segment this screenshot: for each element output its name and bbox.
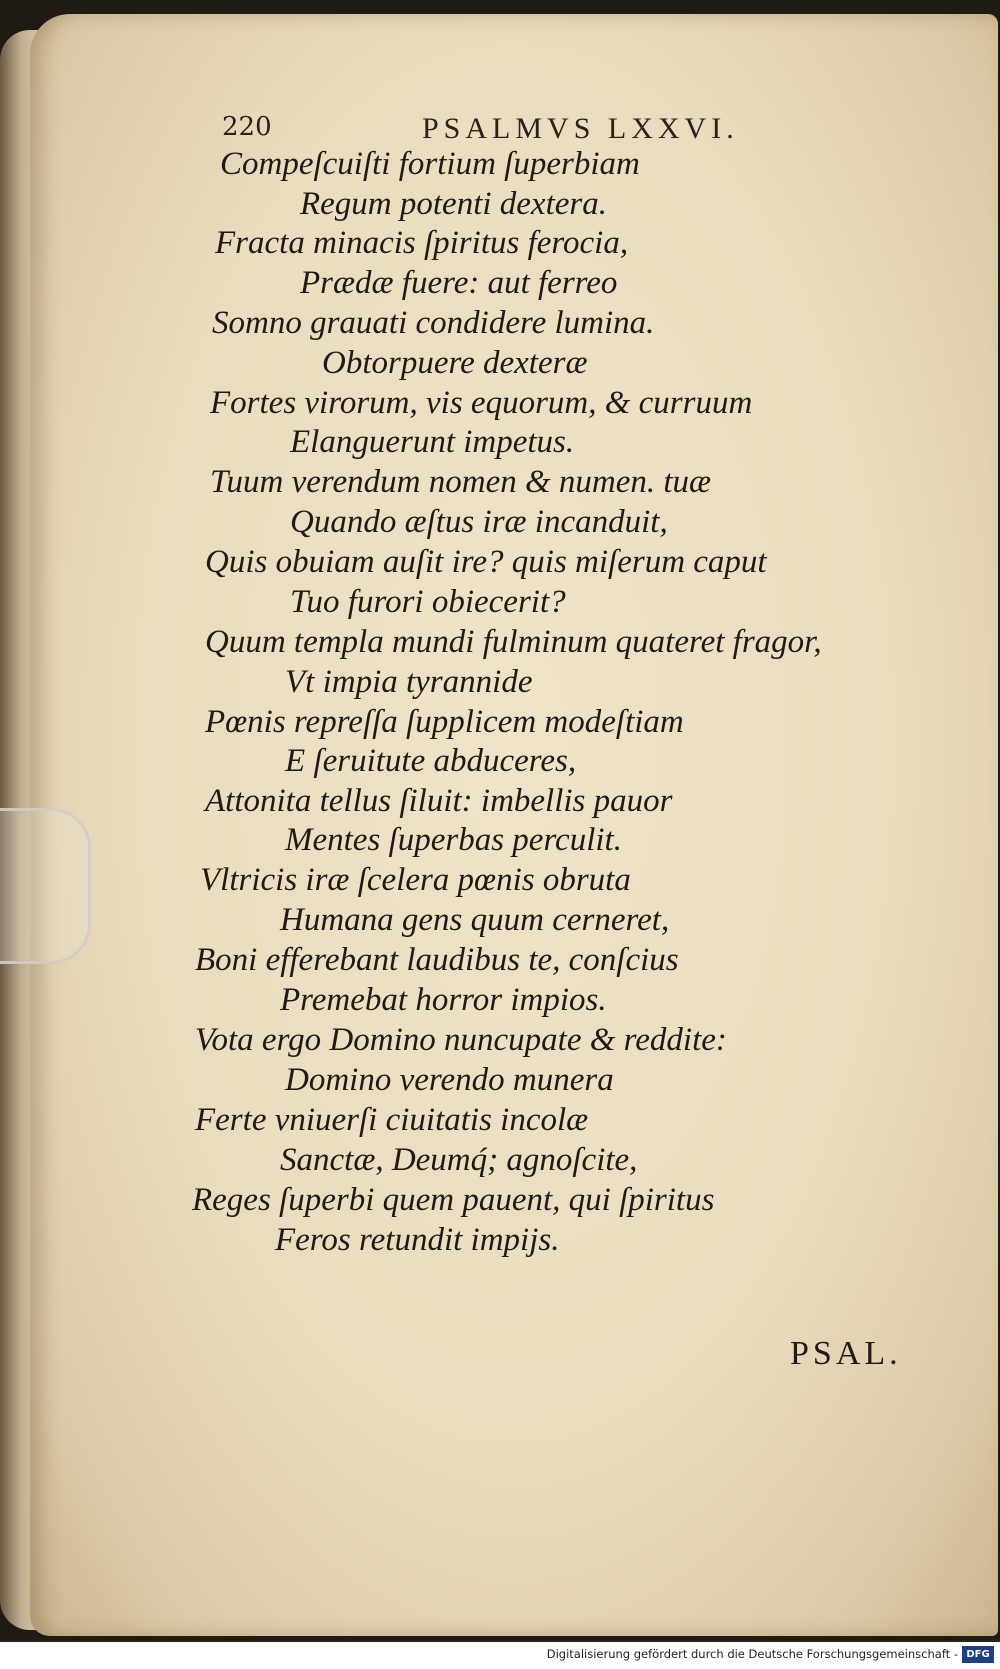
verse-line: E ſeruitute abduceres,: [285, 743, 577, 779]
verse-line: Boni efferebant laudibus te, conſcius: [195, 942, 679, 978]
footer-bar: [0, 1642, 1000, 1669]
verse-line: Vt impia tyrannide: [285, 664, 533, 700]
verse-line: Mentes ſuperbas perculit.: [285, 822, 622, 858]
catchword: PSAL.: [790, 1335, 902, 1372]
verse-line: Compeſcuiſti fortium ſuperbiam: [220, 146, 640, 182]
verse-line: Sanctæ, Deumq́; agnoſcite,: [280, 1142, 638, 1178]
verse-line: Somno grauati condidere lumina.: [212, 305, 655, 341]
verse-line: Ferte vniuerſi ciuitatis incolæ: [195, 1102, 589, 1138]
dfg-logo: DFG: [962, 1646, 994, 1663]
verse-line: Tuum verendum nomen & numen. tuæ: [210, 464, 712, 500]
page-number: 220: [222, 112, 272, 142]
verse-line: Vota ergo Domino nuncupate & reddite:: [195, 1022, 727, 1058]
verse-line: Quum templa mundi fulminum quateret fragor,: [205, 624, 822, 660]
verse-line: Elanguerunt impetus.: [290, 424, 575, 460]
verse-line: Attonita tellus ſiluit: imbellis pauor: [205, 783, 673, 819]
verse-line: Quando æſtus iræ incanduit,: [290, 504, 668, 540]
verse-line: Fracta minacis ſpiritus ferocia,: [215, 225, 629, 261]
running-title: PSALMVS LXXVI.: [422, 112, 739, 145]
verse-line: Tuo furori obiecerit?: [290, 584, 566, 620]
verse-line: Vltricis iræ ſcelera pœnis obruta: [200, 862, 631, 898]
verse-line: Pœnis repreſſa ſupplicem modeſtiam: [205, 704, 684, 740]
verse-line: Reges ſuperbi quem pauent, qui ſpiritus: [192, 1182, 715, 1218]
verse-line: Domino verendo munera: [285, 1062, 614, 1098]
verse-line: Obtorpuere dexteræ: [322, 345, 588, 381]
verse-line: Quis obuiam auſit ire? quis miſerum caput: [205, 544, 767, 580]
verse-line: Prædæ fuere: aut ferreo: [300, 265, 618, 301]
verse-line: Humana gens quum cerneret,: [280, 902, 670, 938]
digitization-credit: Digitalisierung gefördert durch die Deutsche Forschungsgemeinschaft -: [546, 1647, 958, 1661]
verse-line: Feros retundit impijs.: [275, 1222, 560, 1258]
verse-line: Premebat horror impios.: [280, 982, 607, 1018]
verse-line: Fortes virorum, vis equorum, & curruum: [210, 385, 753, 421]
verse-line: Regum potenti dextera.: [300, 186, 607, 222]
